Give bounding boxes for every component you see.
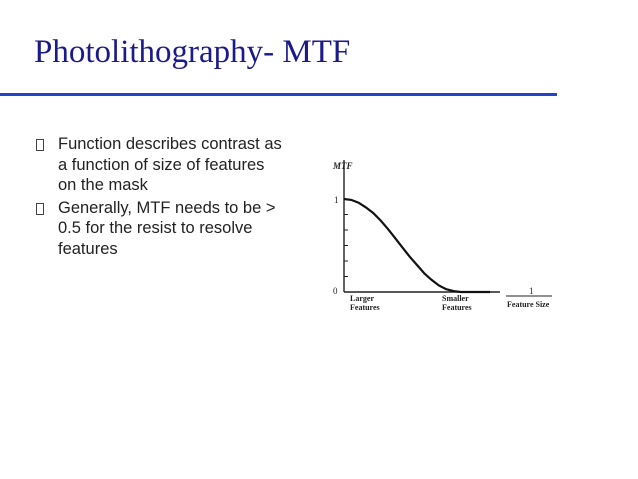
y-tick-label-0: 0: [333, 286, 338, 296]
x-axis-label-top: 1: [529, 286, 534, 296]
smaller-label-line1: Smaller: [442, 294, 469, 303]
smaller-label-line2: Features: [442, 303, 472, 312]
bullet-text: Function describes contrast as a function of size of features on the mask: [58, 135, 282, 194]
bullet-item: [36, 134, 286, 196]
title-divider: [0, 93, 557, 96]
bullet-text: Generally, MTF needs to be > 0.5 for the resist to resolve features: [58, 198, 276, 258]
bullet-list: [36, 134, 286, 261]
x-axis-label-bottom: Feature Size: [507, 300, 550, 309]
mtf-curve: [344, 199, 490, 292]
larger-features-label: [350, 294, 380, 312]
y-tick-label-1: 1: [334, 195, 339, 205]
mtf-figure: [330, 155, 560, 325]
bullet-marker-icon: [36, 139, 44, 151]
mtf-chart: [330, 155, 560, 320]
slide-title: Photolithography- MTF: [34, 34, 351, 70]
bullet-marker-icon: [36, 203, 44, 215]
smaller-features-label: [442, 294, 472, 312]
bullet-item: [36, 198, 286, 260]
larger-label-line1: Larger: [350, 294, 374, 303]
larger-label-line2: Features: [350, 303, 380, 312]
y-axis-label: MTF: [333, 161, 353, 171]
